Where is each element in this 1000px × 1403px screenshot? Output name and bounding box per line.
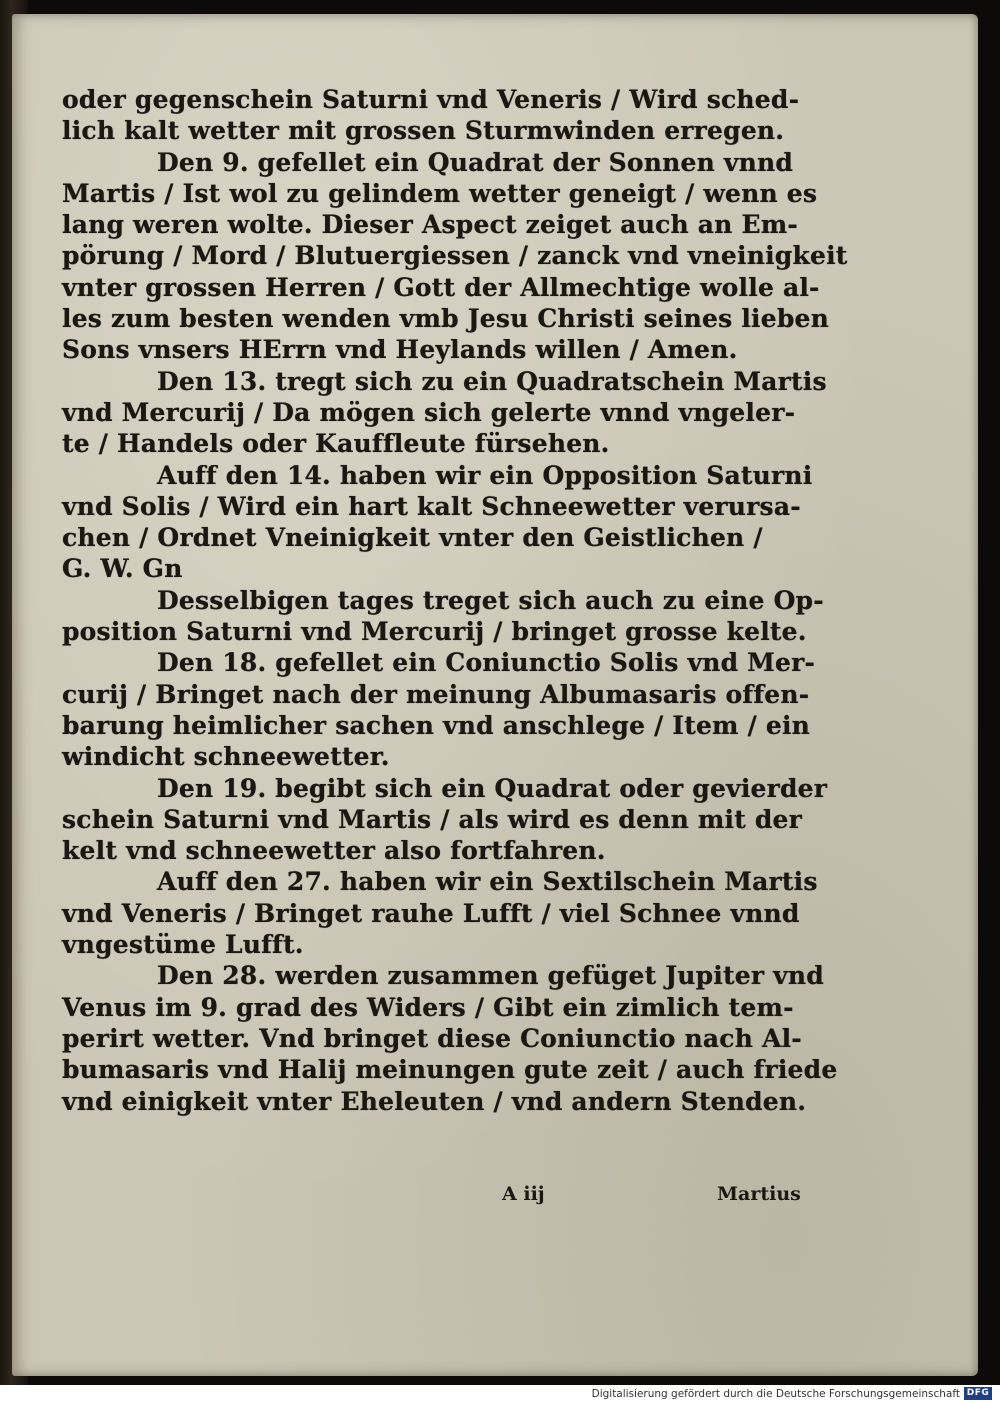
text-line: lich kalt wetter mit grossen Sturmwinden erregen. bbox=[62, 116, 785, 146]
text-line: Venus im 9. grad des Widers / Gibt ein zimlich tem- bbox=[62, 992, 794, 1022]
text-line: vnd Veneris / Bringet rauhe Lufft / viel Schnee vnnd bbox=[62, 898, 800, 928]
signature-mark: A iij bbox=[502, 1183, 545, 1205]
text-line: lang weren wolte. Dieser Aspect zeiget auch an Em- bbox=[62, 210, 798, 240]
text-line: Den 18. gefellet ein Coniunctio Solis vnd Mer- bbox=[157, 648, 816, 678]
text-line: oder gegenschein Saturni vnd Veneris / Wird sched- bbox=[62, 85, 800, 114]
text-line: Den 28. werden zusammen gefüget Jupiter vnd bbox=[157, 961, 824, 991]
text-line: Den 13. tregt sich zu ein Quadratschein Martis bbox=[157, 366, 827, 396]
page-text bbox=[62, 84, 848, 1117]
text-line: vnd Solis / Wird ein hart kalt Schneewetter verursa- bbox=[62, 491, 801, 521]
text-line: les zum besten wenden vmb Jesu Christi seines lieben bbox=[62, 304, 829, 334]
text-line: vngestüme Lufft. bbox=[62, 930, 304, 960]
text-line: vnter grossen Herren / Gott der Allmechtige wolle al- bbox=[62, 272, 820, 302]
text-line: curij / Bringet nach der meinung Albumasaris offen- bbox=[62, 679, 810, 709]
text-line: Martis / Ist wol zu gelindem wetter geneigt / wenn es bbox=[62, 178, 818, 208]
funding-credit: Digitalisierung gefördert durch die Deutsche Forschungsgemeinschaft bbox=[591, 1388, 960, 1400]
text-line: Desselbigen tages treget sich auch zu eine Op- bbox=[157, 585, 824, 615]
text-line: Sons vnsers HErrn vnd Heylands willen / Amen. bbox=[62, 335, 738, 365]
text-line: pörung / Mord / Blutuergiessen / zanck vnd vneinigkeit bbox=[62, 241, 848, 271]
dfg-logo: DFG bbox=[964, 1387, 992, 1400]
text-line: windicht schneewetter. bbox=[62, 742, 390, 772]
text-line: Den 19. begibt sich ein Quadrat oder gevierder bbox=[157, 773, 828, 803]
text-line: chen / Ordnet Vneinigkeit vnter den Geistlichen / bbox=[62, 523, 763, 553]
text-line: kelt vnd schneewetter also fortfahren. bbox=[62, 836, 606, 866]
text-line: bumasaris vnd Halij meinungen gute zeit / auch friede bbox=[62, 1055, 838, 1085]
text-line: Den 9. gefellet ein Quadrat der Sonnen vnnd bbox=[157, 147, 794, 177]
text-line: te / Handels oder Kauffleute fürsehen. bbox=[62, 429, 610, 459]
text-line: vnd einigkeit vnter Eheleuten / vnd andern Stenden. bbox=[62, 1086, 807, 1116]
text-line: position Saturni vnd Mercurij / bringet grosse kelte. bbox=[62, 617, 807, 647]
text-line: perirt wetter. Vnd bringet diese Coniunctio nach Al- bbox=[62, 1023, 802, 1053]
text-line: G. W. Gn bbox=[62, 554, 183, 584]
catchword: Martius bbox=[717, 1183, 801, 1205]
text-line: Auff den 14. haben wir ein Opposition Saturni bbox=[157, 460, 813, 490]
text-line: barung heimlicher sachen vnd anschlege / Item / ein bbox=[62, 710, 811, 740]
document-page bbox=[12, 14, 978, 1376]
text-line: vnd Mercurij / Da mögen sich gelerte vnnd vngeler- bbox=[62, 397, 796, 427]
text-line: Auff den 27. haben wir ein Sextilschein Martis bbox=[157, 867, 818, 897]
text-line: schein Saturni vnd Martis / als wird es denn mit der bbox=[62, 804, 803, 834]
